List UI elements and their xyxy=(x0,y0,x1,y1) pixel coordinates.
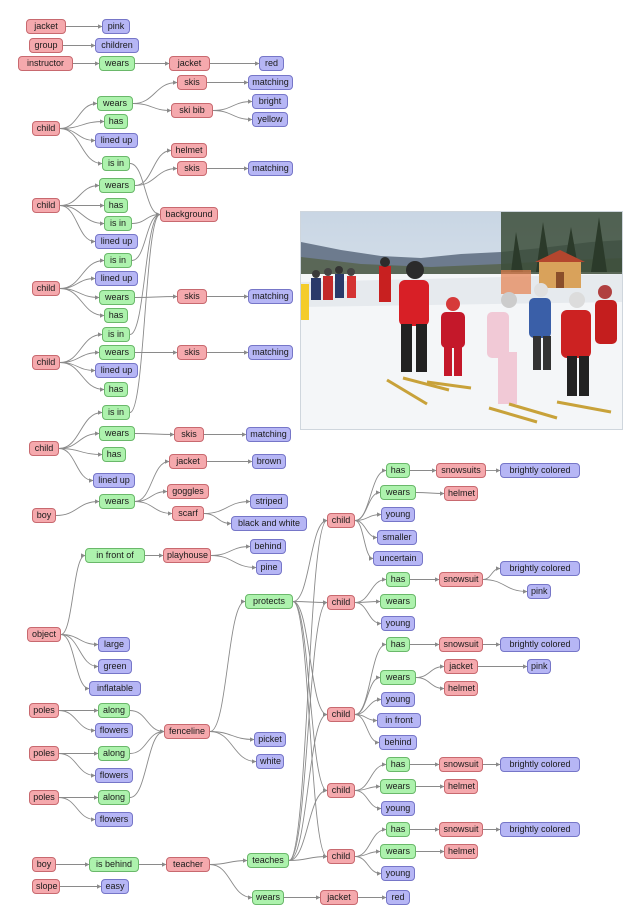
node-attribute-young: young xyxy=(381,692,415,707)
node-attribute-uncertain: uncertain xyxy=(373,551,423,566)
node-relation-wears: wears xyxy=(380,844,416,859)
edge-n77-n66 xyxy=(61,556,85,635)
edge-n23-n22 xyxy=(60,186,99,206)
node-relation-is-in: is in xyxy=(102,156,130,171)
edge-n11-n9 xyxy=(133,83,177,104)
node-attribute-young: young xyxy=(381,616,415,631)
edge-n31-n32 xyxy=(135,297,177,298)
edge-n95-n96 xyxy=(210,732,254,740)
node-object-skis: skis xyxy=(177,161,207,176)
node-relation-protects: protects xyxy=(245,594,293,609)
edge-n14-n11 xyxy=(60,104,97,129)
edge-n30-n29 xyxy=(60,279,95,289)
node-attribute-bright: bright xyxy=(252,94,288,109)
node-attribute-flowers: flowers xyxy=(95,768,133,783)
node-object-slope: slope xyxy=(32,879,60,894)
edge-n117-n115 xyxy=(355,852,380,857)
node-object-skis: skis xyxy=(177,289,207,304)
edge-n90-n94 xyxy=(59,711,95,731)
edge-n25-n26 xyxy=(132,215,160,224)
edge-n75-n78 xyxy=(355,603,381,624)
edge-n92-n97 xyxy=(355,715,379,743)
node-attribute-brightly-colored: brightly colored xyxy=(500,757,580,772)
edge-n107-n110 xyxy=(355,791,381,809)
node-attribute-young: young xyxy=(381,866,415,881)
node-attribute-young: young xyxy=(381,801,415,816)
edge-n11-n12 xyxy=(133,104,171,111)
node-relation-wears: wears xyxy=(99,56,135,71)
node-attribute-behind: behind xyxy=(379,735,417,750)
edge-n22-n20 xyxy=(135,169,177,186)
edge-n46-n42 xyxy=(59,413,102,449)
node-attribute-lined-up: lined up xyxy=(93,473,135,488)
node-attribute-matching: matching xyxy=(248,75,293,90)
node-attribute-young: young xyxy=(381,507,415,522)
node-attribute-green: green xyxy=(98,659,132,674)
node-attribute-inflatable: inflatable xyxy=(89,681,141,696)
node-object-jacket: jacket xyxy=(169,454,207,469)
edge-n62-n60 xyxy=(355,493,380,521)
edge-n121-n62 xyxy=(289,521,327,861)
edge-n74-n62 xyxy=(293,521,327,602)
node-relation-teaches: teaches xyxy=(247,853,289,868)
node-relation-wears: wears xyxy=(99,178,135,193)
node-object-ski-bib: ski bib xyxy=(171,103,213,118)
edge-n62-n63 xyxy=(355,515,381,521)
node-object-poles: poles xyxy=(29,790,59,805)
edge-n23-n25 xyxy=(60,206,104,224)
node-object-fenceline: fenceline xyxy=(164,724,210,739)
node-attribute-pink: pink xyxy=(102,19,130,34)
node-attribute-brightly-colored: brightly colored xyxy=(500,561,580,576)
edge-n121-n75 xyxy=(289,603,327,861)
edge-n12-n16 xyxy=(213,111,252,120)
edge-n74-n117 xyxy=(293,602,327,857)
edge-n54-n52 xyxy=(56,502,99,516)
edge-n67-n65 xyxy=(211,547,250,556)
node-object-poles: poles xyxy=(29,703,59,718)
node-attribute-behind: behind xyxy=(250,539,286,554)
node-object-child: child xyxy=(32,281,60,296)
edge-n95-n100 xyxy=(210,732,256,762)
edge-n98-n104 xyxy=(59,754,95,776)
edge-n67-n69 xyxy=(211,556,256,568)
edge-n117-n122 xyxy=(355,857,381,874)
node-relation-is-in: is in xyxy=(102,327,130,342)
node-object-playhouse: playhouse xyxy=(163,548,211,563)
node-relation-has: has xyxy=(104,308,128,323)
node-attribute-in-front: in front xyxy=(377,713,421,728)
edge-n86-n84 xyxy=(416,667,444,678)
edge-n55-n56 xyxy=(204,514,231,524)
node-object-group: group xyxy=(29,38,63,53)
node-attribute-yellow: yellow xyxy=(252,112,288,127)
node-relation-is-in: is in xyxy=(102,405,130,420)
edge-n62-n64 xyxy=(355,521,377,538)
node-attribute-pink: pink xyxy=(527,659,551,674)
node-relation-wears: wears xyxy=(380,594,416,609)
node-relation-is-behind: is behind xyxy=(89,857,139,872)
edge-n92-n86 xyxy=(355,678,380,715)
node-object-helmet: helmet xyxy=(444,486,478,501)
edge-n43-n44 xyxy=(135,434,174,435)
edge-n52-n48 xyxy=(135,462,169,502)
node-object-snowsuit: snowsuit xyxy=(439,822,483,837)
node-attribute-flowers: flowers xyxy=(95,812,133,827)
node-object-boy: boy xyxy=(32,857,56,872)
node-relation-has: has xyxy=(386,637,410,652)
edge-n91-n95 xyxy=(130,711,164,732)
node-object-child: child xyxy=(327,707,355,722)
node-object-scarf: scarf xyxy=(172,506,204,521)
node-attribute-brightly-colored: brightly colored xyxy=(500,463,580,478)
node-attribute-large: large xyxy=(98,637,130,652)
node-attribute-smaller: smaller xyxy=(377,530,417,545)
edge-n109-n95 xyxy=(130,732,164,798)
edge-n121-n107 xyxy=(289,791,327,861)
edge-n60-n61 xyxy=(416,493,444,494)
edge-n62-n68 xyxy=(355,521,373,559)
node-attribute-striped: striped xyxy=(250,494,288,509)
node-object-snowsuit: snowsuit xyxy=(439,637,483,652)
node-relation-along: along xyxy=(98,703,130,718)
node-relation-is-in: is in xyxy=(104,216,132,231)
node-object-background: background xyxy=(160,207,218,222)
node-attribute-lined-up: lined up xyxy=(95,234,138,249)
node-relation-wears: wears xyxy=(252,890,284,905)
node-relation-wears: wears xyxy=(99,345,135,360)
edge-n46-n43 xyxy=(59,434,99,449)
edge-n14-n15 xyxy=(60,122,104,129)
node-object-snowsuit: snowsuit xyxy=(439,757,483,772)
node-object-child: child xyxy=(327,595,355,610)
node-relation-along: along xyxy=(98,746,130,761)
node-object-instructor: instructor xyxy=(18,56,73,71)
node-attribute-red: red xyxy=(386,890,410,905)
node-attribute-lined-up: lined up xyxy=(95,271,138,286)
edge-n23-n27 xyxy=(60,206,95,242)
node-object-skis: skis xyxy=(177,345,207,360)
edge-n92-n93 xyxy=(355,715,377,721)
edge-n75-n76 xyxy=(355,602,380,603)
edge-n99-n95 xyxy=(130,732,164,754)
edge-n71-n72 xyxy=(483,569,500,580)
edge-n108-n111 xyxy=(59,798,95,820)
edge-n52-n55 xyxy=(135,502,172,514)
node-object-goggles: goggles xyxy=(167,484,209,499)
node-object-child: child xyxy=(29,441,59,456)
node-relation-is-in: is in xyxy=(104,253,132,268)
node-relation-has: has xyxy=(386,757,410,772)
edge-n86-n88 xyxy=(416,678,444,689)
node-attribute-matching: matching xyxy=(248,289,293,304)
node-relation-has: has xyxy=(102,447,126,462)
node-relation-in-front-of: in front of xyxy=(85,548,145,563)
edge-n46-n50 xyxy=(59,449,93,481)
node-attribute-lined-up: lined up xyxy=(95,363,138,378)
node-relation-along: along xyxy=(98,790,130,805)
node-object-teacher: teacher xyxy=(166,857,210,872)
node-object-helmet: helmet xyxy=(444,779,478,794)
node-relation-has: has xyxy=(104,382,128,397)
edge-n74-n92 xyxy=(293,602,327,715)
node-attribute-matching: matching xyxy=(248,345,293,360)
node-object-child: child xyxy=(32,355,60,370)
node-object-helmet: helmet xyxy=(444,844,478,859)
node-attribute-pine: pine xyxy=(256,560,282,575)
node-object-snowsuits: snowsuits xyxy=(436,463,486,478)
node-relation-has: has xyxy=(104,198,128,213)
node-object-skis: skis xyxy=(177,75,207,90)
edge-n36-n37 xyxy=(60,353,99,363)
edge-n30-n34 xyxy=(60,289,104,316)
node-object-object: object xyxy=(27,627,61,642)
node-object-jacket: jacket xyxy=(26,19,66,34)
node-relation-has: has xyxy=(386,572,410,587)
edge-n46-n47 xyxy=(59,449,102,455)
edge-n71-n73 xyxy=(483,580,527,592)
node-attribute-children: children xyxy=(95,38,139,53)
node-relation-wears: wears xyxy=(380,485,416,500)
node-object-boy: boy xyxy=(32,508,56,523)
edge-n121-n117 xyxy=(289,857,327,861)
node-object-child: child xyxy=(327,783,355,798)
node-relation-has: has xyxy=(386,822,410,837)
edge-n92-n89 xyxy=(355,700,381,715)
node-attribute-red: red xyxy=(259,56,284,71)
node-relation-has: has xyxy=(104,114,128,129)
node-attribute-lined-up: lined up xyxy=(95,133,138,148)
node-relation-wears: wears xyxy=(380,779,416,794)
node-relation-wears: wears xyxy=(97,96,133,111)
node-object-child: child xyxy=(32,198,60,213)
edge-n30-n31 xyxy=(60,289,99,298)
node-attribute-matching: matching xyxy=(248,161,293,176)
ski-school-photo xyxy=(300,211,623,430)
node-relation-wears: wears xyxy=(99,494,135,509)
node-attribute-brightly-colored: brightly colored xyxy=(500,822,580,837)
edge-n74-n107 xyxy=(293,602,327,791)
edge-n107-n105 xyxy=(355,787,380,791)
edge-n95-n74 xyxy=(210,602,245,732)
edge-n74-n75 xyxy=(293,602,327,603)
node-attribute-brightly-colored: brightly colored xyxy=(500,637,580,652)
node-object-snowsuit: snowsuit xyxy=(439,572,483,587)
node-object-helmet: helmet xyxy=(171,143,207,158)
edge-n52-n51 xyxy=(135,492,167,502)
node-object-helmet: helmet xyxy=(444,681,478,696)
node-object-jacket: jacket xyxy=(320,890,358,905)
edge-n120-n121 xyxy=(210,861,247,865)
edge-n36-n40 xyxy=(60,363,95,371)
node-attribute-white: white xyxy=(256,754,284,769)
node-relation-wears: wears xyxy=(99,426,135,441)
edge-n14-n17 xyxy=(60,129,95,141)
node-object-jacket: jacket xyxy=(169,56,210,71)
node-object-skis: skis xyxy=(174,427,204,442)
node-object-poles: poles xyxy=(29,746,59,761)
edge-n22-n18 xyxy=(135,151,171,186)
node-attribute-matching: matching xyxy=(246,427,291,442)
node-attribute-brown: brown xyxy=(252,454,286,469)
node-relation-wears: wears xyxy=(99,290,135,305)
edge-n77-n83 xyxy=(61,635,98,667)
node-attribute-pink: pink xyxy=(527,584,551,599)
node-attribute-picket: picket xyxy=(254,732,286,747)
edge-n120-n125 xyxy=(210,865,252,898)
node-object-child: child xyxy=(327,513,355,528)
node-object-child: child xyxy=(327,849,355,864)
node-object-child: child xyxy=(32,121,60,136)
edge-n77-n87 xyxy=(61,635,89,689)
node-relation-wears: wears xyxy=(380,670,416,685)
node-relation-has: has xyxy=(386,463,410,478)
node-object-jacket: jacket xyxy=(444,659,478,674)
node-attribute-easy: easy xyxy=(101,879,129,894)
edge-n36-n35 xyxy=(60,335,102,363)
node-attribute-black-and-white: black and white xyxy=(231,516,307,531)
edge-n55-n53 xyxy=(204,502,250,514)
edge-n77-n79 xyxy=(61,635,98,645)
node-attribute-flowers: flowers xyxy=(95,723,133,738)
edge-n12-n13 xyxy=(213,102,252,111)
edge-n121-n92 xyxy=(289,715,327,861)
